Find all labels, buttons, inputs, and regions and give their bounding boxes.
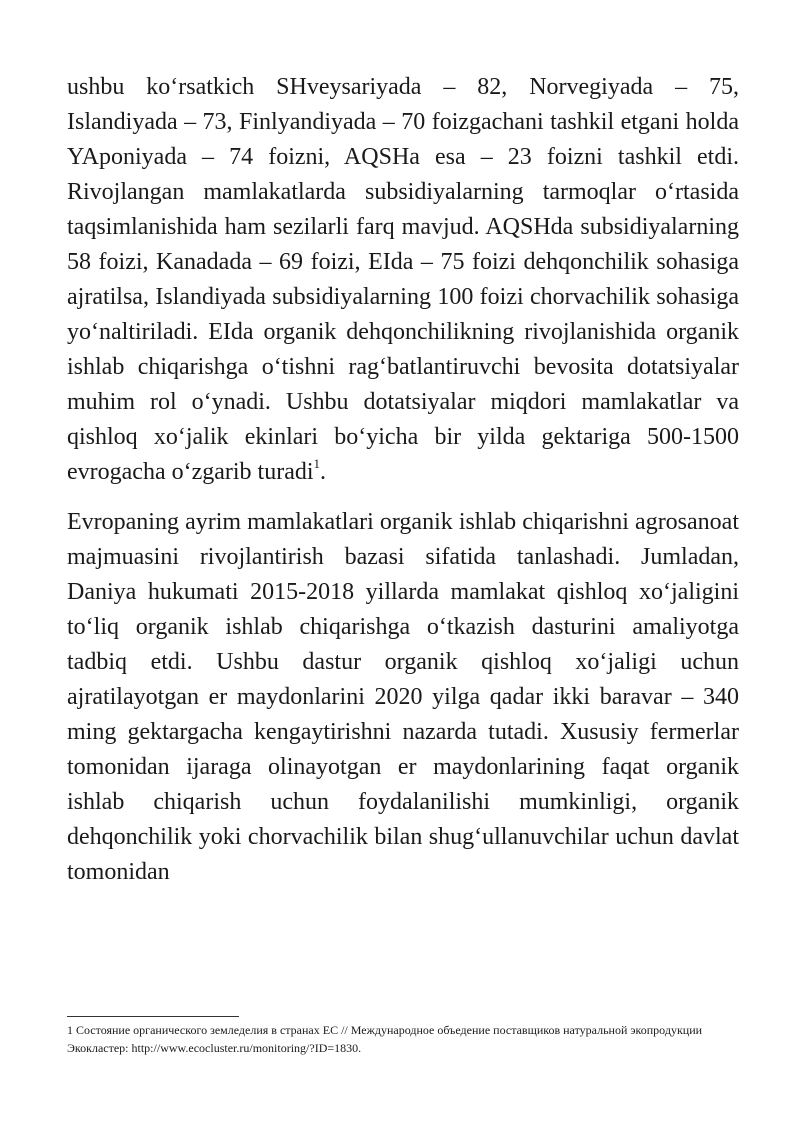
paragraph-1: [67, 70, 739, 490]
paragraph-1-text: ushbu ko‘rsatkich SHveysariyada – 82, Norvegiyada – 75, Islandiyada – 73, Finlyandiyada – 70 foizgachani tashkil etgani holda YAponiyada – 74 foizni, AQSHa esa – 23 foizni tashkil etdi. Rivojlangan mamlakatlarda subsidiyalarning tarmoqlar o‘rtasida taqsimlanishida ham sezilarli farq mavjud. AQSHda subsidiyalarning 58 foizi, Kanadada – 69 foizi, EIda – 75 foizi dehqonchilik sohasiga ajratilsa, Islandiyada subsidiyalarning 100 foizi chorvachilik sohasiga yo‘naltiriladi. EIda organik dehqonchilikning rivojlanishida organik ishlab chiqarishga o‘tishni rag‘batlantiruvchi bevosita dotatsiyalar muhim rol o‘ynadi. Ushbu dotatsiyalar miqdori mamlakatlar va qishloq xo‘jalik ekinlari bo‘yicha bir yilda gektariga 500-1500 evrogacha o‘zgarib turadi: [67, 74, 739, 485]
paragraph-2: [67, 505, 739, 890]
footnote-divider: [67, 1016, 239, 1017]
document-body: [67, 70, 739, 890]
footnote-number: 1: [67, 1023, 73, 1037]
footnote-reference[interactable]: 1: [313, 456, 321, 471]
footnote: [67, 1021, 739, 1057]
paragraph-2-text: Evropaning ayrim mamlakatlari organik ishlab chiqarishni agrosanoat majmuasini rivojlantirish bazasi sifatida tanlashadi. Jumladan, Daniya hukumati 2015-2018 yillarda mamlakat qishloq xo‘jaligini to‘liq organik ishlab chiqarishga o‘tkazish dasturini amaliyotga tadbiq etdi. Ushbu dastur organik qishloq xo‘jaligi uchun ajratilayotgan er maydonlarini 2020 yilga qadar ikki baravar – 340 ming gektargacha kengaytirishni nazarda tutadi. Xususiy fermerlar tomonidan ijaraga olinayotgan er maydonlarining faqat organik ishlab chiqarish uchun foydalanilishi mumkinligi, organik dehqonchilik yoki chorvachilik bilan shug‘ullanuvchilar uchun davlat tomonidan: [67, 509, 739, 885]
paragraph-1-end: .: [320, 459, 327, 485]
footnote-text: Состояние органического земледелия в странах ЕС // Международное объедение поставщиков натуральной экопродукции Экокластер: http://www.ecocluster.ru/monitoring/?ID=1830.: [67, 1023, 703, 1055]
